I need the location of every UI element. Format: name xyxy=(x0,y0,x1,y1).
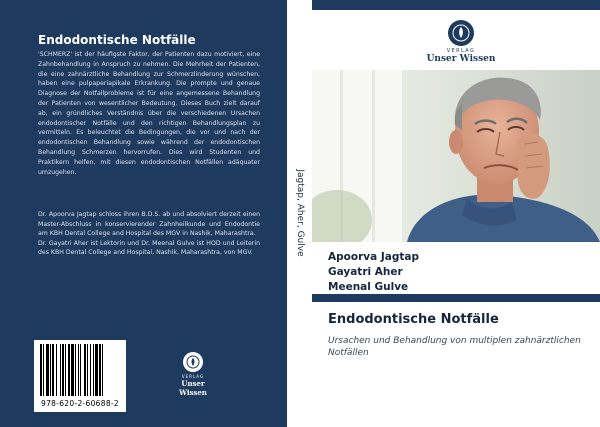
back-cover-description xyxy=(38,50,260,177)
publisher-seal-icon xyxy=(448,20,474,46)
book-title: Endodontische Notfälle xyxy=(328,312,499,327)
author-bio-1: Dr. Apoorva Jagtap schloss ihren B.D.S. ab und absolviert derzeit einen Master-Abschluss in konservierender Zahnheilkunde und Endodontie am KBH Dental College and Hospital des MGV in Nashik, Maharashtra. xyxy=(38,211,260,238)
author-name: Meenal Gulve xyxy=(328,281,409,293)
front-cover xyxy=(312,0,600,427)
author-name: Gayatri Aher xyxy=(328,266,403,278)
spine-authors: Jagtap, Aher, Gulve xyxy=(295,169,305,257)
publisher-seal-icon xyxy=(183,352,203,372)
back-cover-title: Endodontische Notfälle xyxy=(38,33,196,47)
author-bio-2: Dr. Gayatri Aher ist Lektorin und Dr. Meenal Gulve ist HOD und Leiterin des KBH Dental College and Hospital, Nashik, Maharashtra, von MGV. xyxy=(38,239,260,257)
back-cover xyxy=(0,0,287,427)
cover-photo xyxy=(312,70,600,242)
book-subtitle: Ursachen und Behandlung von multiplen zahnärztlichen Notfällen xyxy=(328,336,581,358)
isbn-number: 978-620-2-60688-2 xyxy=(41,399,119,408)
publisher-name: Unser Wissen xyxy=(179,379,207,397)
barcode xyxy=(34,340,126,412)
front-title-band xyxy=(312,294,600,302)
publisher-verlag: VERLAG xyxy=(181,374,205,379)
author-bios xyxy=(38,210,260,258)
back-publisher-logo xyxy=(168,352,218,397)
front-top-band xyxy=(312,0,600,10)
front-authors xyxy=(328,250,419,295)
front-publisher-logo xyxy=(424,20,498,64)
author-name: Apoorva Jagtap xyxy=(328,251,419,263)
man-with-toothache-image xyxy=(312,70,600,242)
publisher-verlag: VERLAG xyxy=(446,48,476,54)
publisher-name: Unser Wissen xyxy=(426,54,496,64)
barcode-bars xyxy=(40,344,120,396)
description-text: 'SCHMERZ' ist der häufigste Faktor, der Patienten dazu motiviert, eine Zahnbehandlung in Anspruch zu nehmen. Die Mehrheit der Patienten, die eine zahnärztliche Behandlung zur Schmerzlinderung wünschen, haben eine pulpaperiapikale Erkrankung. Die prompte und genaue Diagnose der Notfallprobleme ist für eine angemessene Behandlung der Patienten von wesentlicher Bedeutung. Dieses Buch zielt darauf ab, ein gründliches Verständnis über die verschiedenen Ursachen endodontischer Notfälle und den richtigen Behandlungsplan zu vermitteln. Es beleuchtet die Bedingungen, die vor und nach der endodontischen Behandlung sowie während der endodontischen Behandlung Schmerzen hervorrufen. Dies wird Studenten und Praktikern helfen, mit diesen endodontischen Notfällen adäquater umzugehen. xyxy=(38,51,260,176)
